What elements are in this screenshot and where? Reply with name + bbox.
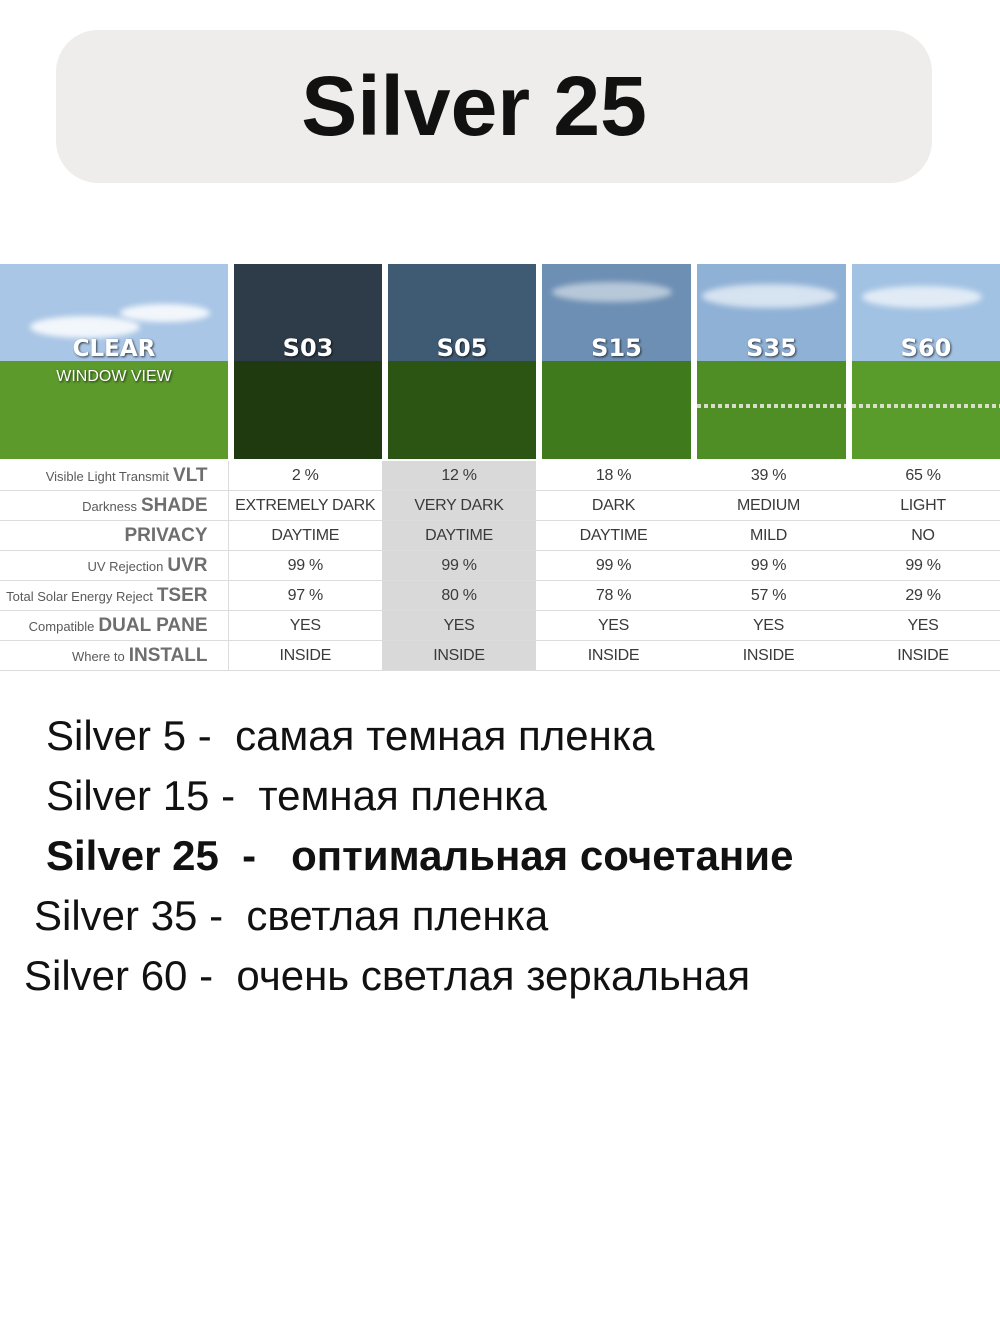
description-text: светлая пленка	[246, 892, 549, 939]
spec-cell: VERY DARK	[382, 491, 536, 521]
spec-cell: DARK	[536, 491, 691, 521]
spec-row	[0, 461, 1000, 491]
view-panel-s03	[234, 264, 382, 459]
description-line	[24, 946, 750, 1006]
spec-cell: DAYTIME	[536, 521, 691, 551]
spec-cell: 97 %	[228, 581, 382, 611]
spec-cell: EXTREMELY DARK	[228, 491, 382, 521]
description-sep: -	[218, 832, 292, 879]
cloud-image	[702, 284, 837, 308]
view-panels	[0, 264, 1000, 459]
spec-row	[0, 491, 1000, 521]
spec-row-header	[0, 521, 228, 551]
spec-row	[0, 641, 1000, 671]
spec-row-caption: Where to	[71, 648, 125, 664]
title-banner	[56, 30, 932, 183]
description-name: Silver 35	[34, 892, 198, 939]
view-label: S03	[282, 334, 334, 362]
description-text: самая темная пленка	[235, 712, 655, 759]
cloud-image	[120, 304, 210, 322]
description-line	[46, 766, 547, 826]
description-text: очень светлая зеркальная	[236, 952, 751, 999]
description-line	[46, 826, 793, 886]
spec-row-title: PRIVACY	[124, 524, 208, 546]
spec-cell: 99 %	[228, 551, 382, 581]
description-name: Silver 5	[46, 712, 187, 759]
spec-cell: LIGHT	[846, 491, 1000, 521]
spec-cell: INSIDE	[382, 641, 536, 671]
spec-cell: 12 %	[382, 461, 536, 491]
description-name: Silver 60	[24, 952, 188, 999]
view-grass	[234, 361, 382, 459]
description-name: Silver 15	[46, 772, 210, 819]
spec-cell: YES	[691, 611, 846, 641]
description-name: Silver 25	[46, 832, 219, 879]
specs-table	[0, 461, 1000, 671]
cloud-image	[30, 316, 140, 338]
spec-row-header	[0, 491, 228, 521]
description-line	[34, 886, 548, 946]
spec-row-title: SHADE	[140, 494, 208, 516]
spec-cell: 39 %	[691, 461, 846, 491]
spec-row-title: VLT	[173, 464, 208, 486]
spec-row-header	[0, 581, 228, 611]
spec-row-title: UVR	[167, 554, 208, 576]
spec-row-header	[0, 551, 228, 581]
spec-cell: INSIDE	[536, 641, 691, 671]
spec-row	[0, 551, 1000, 581]
spec-cell: YES	[536, 611, 691, 641]
sheep-herd-image	[697, 404, 846, 408]
cloud-image	[862, 286, 982, 308]
cloud-image	[552, 282, 672, 302]
spec-cell: YES	[228, 611, 382, 641]
tint-comparison	[0, 264, 1000, 674]
view-label: CLEAR	[72, 336, 156, 362]
spec-cell: INSIDE	[846, 641, 1000, 671]
description-sep: -	[209, 772, 259, 819]
spec-row-caption: Darkness	[82, 498, 137, 514]
spec-cell: DAYTIME	[228, 521, 382, 551]
spec-row	[0, 581, 1000, 611]
spec-row-title: DUAL PANE	[98, 614, 208, 636]
spec-cell: 57 %	[691, 581, 846, 611]
spec-row	[0, 611, 1000, 641]
spec-row-header	[0, 611, 228, 641]
view-panel-clear	[0, 264, 228, 459]
spec-cell: 78 %	[536, 581, 691, 611]
spec-cell: MEDIUM	[691, 491, 846, 521]
spec-cell: 99 %	[691, 551, 846, 581]
spec-row-caption: UV Rejection	[87, 558, 164, 574]
view-label: S05	[436, 334, 488, 362]
view-panel-s05	[388, 264, 536, 459]
spec-cell: INSIDE	[228, 641, 382, 671]
spec-cell: 65 %	[846, 461, 1000, 491]
sheep-herd-image	[852, 404, 1000, 408]
view-panel-s15	[542, 264, 691, 459]
spec-cell: 99 %	[382, 551, 536, 581]
page-title: Silver 25	[301, 59, 647, 153]
spec-cell: INSIDE	[691, 641, 846, 671]
view-label: S15	[591, 334, 642, 362]
spec-row-title: TSER	[156, 584, 208, 606]
spec-cell: 99 %	[536, 551, 691, 581]
spec-row	[0, 521, 1000, 551]
spec-cell: YES	[382, 611, 536, 641]
view-grass	[542, 361, 691, 459]
view-sublabel: WINDOW VIEW	[56, 368, 172, 385]
description-text: темная пленка	[258, 772, 547, 819]
spec-cell: 80 %	[382, 581, 536, 611]
spec-cell: 2 %	[228, 461, 382, 491]
spec-cell: 29 %	[846, 581, 1000, 611]
description-text: оптимальная сочетание	[291, 832, 794, 879]
description-sep: -	[186, 712, 236, 759]
spec-cell: 18 %	[536, 461, 691, 491]
spec-row-header	[0, 641, 228, 671]
view-panel-s60	[852, 264, 1000, 459]
view-panel-s35	[697, 264, 846, 459]
description-sep: -	[197, 892, 247, 939]
view-label: S60	[900, 334, 952, 362]
spec-cell: NO	[846, 521, 1000, 551]
description-sep: -	[187, 952, 237, 999]
spec-row-caption: Compatible	[28, 618, 95, 634]
spec-cell: MILD	[691, 521, 846, 551]
view-label: S35	[746, 334, 797, 362]
description-line	[46, 706, 655, 766]
spec-cell: YES	[846, 611, 1000, 641]
view-grass	[388, 361, 536, 459]
view-grass	[697, 361, 846, 459]
spec-row-title: INSTALL	[128, 644, 208, 666]
spec-row-header	[0, 461, 228, 491]
spec-cell: 99 %	[846, 551, 1000, 581]
spec-row-caption: Total Solar Energy Reject	[6, 588, 153, 604]
view-grass	[852, 361, 1000, 459]
spec-row-caption: Visible Light Transmit	[45, 468, 170, 484]
spec-cell: DAYTIME	[382, 521, 536, 551]
